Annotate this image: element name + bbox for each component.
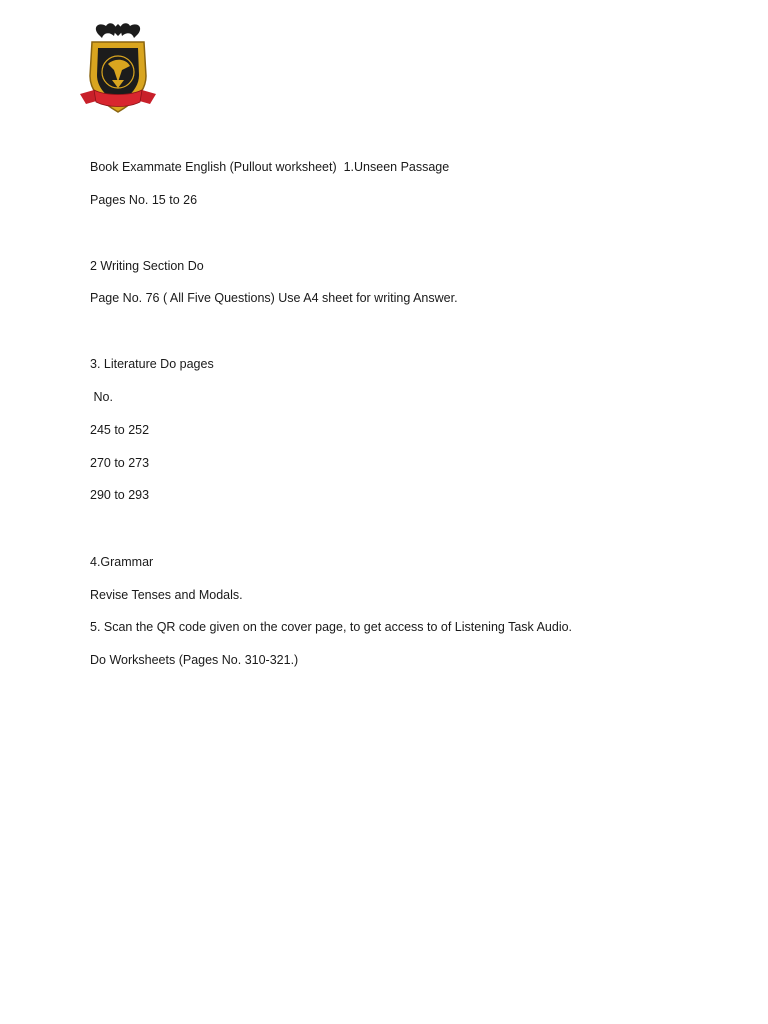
grammar-heading: 4.Grammar [90, 555, 154, 569]
book-title-line: Book Exammate English (Pullout worksheet) 1.Unseen Passage [90, 160, 450, 174]
worksheets-instruction: Do Worksheets (Pages No. 310-321.) [90, 653, 299, 667]
writing-section-heading: 2 Writing Section Do [90, 259, 204, 273]
pages-range-line: Pages No. 15 to 26 [90, 193, 198, 207]
school-crest-icon [78, 20, 158, 118]
literature-pages-1: 245 to 252 [90, 423, 150, 437]
literature-heading: 3. Literature Do pages [90, 357, 214, 371]
literature-no-label: No. [90, 390, 113, 404]
literature-pages-2: 270 to 273 [90, 456, 150, 470]
literature-pages-3: 290 to 293 [90, 488, 150, 502]
qr-code-instruction: 5. Scan the QR code given on the cover page, to get access to of Listening Task Audio. [90, 620, 573, 634]
writing-section-instruction: Page No. 76 ( All Five Questions) Use A4 sheet for writing Answer. [90, 291, 458, 305]
grammar-instruction: Revise Tenses and Modals. [90, 588, 243, 602]
